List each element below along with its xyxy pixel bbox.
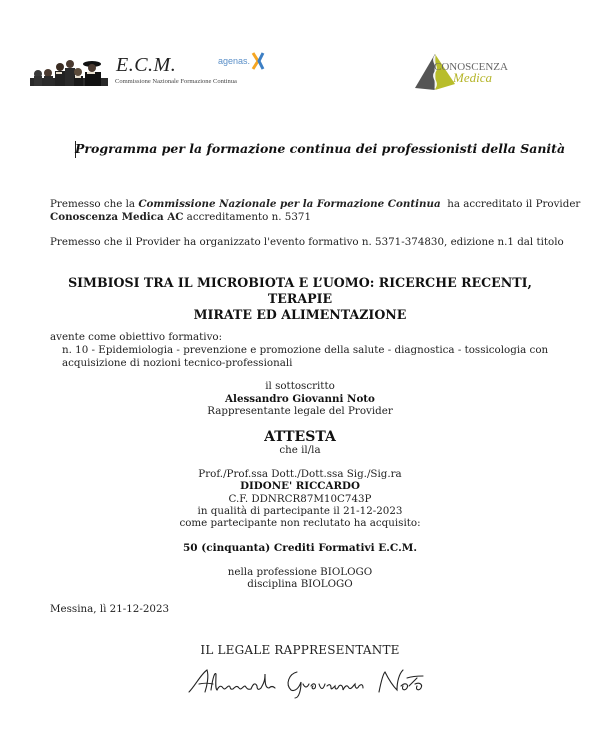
objective-line1: n. 10 - Epidemiologia - prevenzione e promozione della salute - diagnostica - tossicologia con bbox=[62, 344, 549, 356]
agenas-x-icon bbox=[251, 52, 265, 70]
ecm-logo-image bbox=[30, 58, 108, 86]
event-title-line2: MIRATE ED ALIMENTAZIONE bbox=[193, 307, 407, 322]
event-title bbox=[40, 275, 560, 323]
objective-text bbox=[62, 344, 548, 369]
accreditation-number: accreditamento n. 5371 bbox=[183, 210, 312, 223]
premise-accreditation bbox=[50, 198, 580, 223]
participant-fiscal-code: C.F. DDNRCR87M10C743P bbox=[228, 493, 372, 505]
provider-name: Conoscenza Medica AC bbox=[50, 210, 184, 223]
commission-name: Commissione Nazionale per la Formazione Continua bbox=[138, 198, 441, 210]
discipline: disciplina BIOLOGO bbox=[247, 578, 353, 590]
participant-titles: Prof./Prof.ssa Dott./Dott.ssa Sig./Sig.ra bbox=[198, 468, 402, 480]
participant-quality: in qualità di partecipante il 21-12-2023 bbox=[197, 505, 403, 517]
premise-mid: ha accreditato il Provider bbox=[440, 198, 581, 210]
place-date: Messina, lì 21-12-2023 bbox=[50, 603, 170, 615]
participant-name: DIDONE' RICCARDO bbox=[240, 480, 360, 492]
provider-logo-name: CONOSCENZA bbox=[434, 61, 508, 73]
signatory-role: Rappresentante legale del Provider bbox=[207, 405, 393, 417]
provider-logo-medica: Medica bbox=[453, 70, 492, 85]
credits-awarded: 50 (cinquanta) Crediti Formativi E.C.M. bbox=[182, 542, 417, 554]
premise-pre: Premesso che la bbox=[50, 198, 139, 210]
objective-line2: acquisizione di nozioni tecnico-professionali bbox=[62, 356, 293, 369]
program-title: Programma per la formazione continua dei professionisti della Sanità bbox=[75, 141, 566, 156]
agenas-logo-text: agenas. bbox=[218, 56, 251, 66]
objective-label: avente come obiettivo formativo: bbox=[50, 331, 223, 343]
signatory-intro: il sottoscritto bbox=[265, 380, 335, 392]
legal-representative-label: IL LEGALE RAPPRESENTANTE bbox=[200, 643, 400, 657]
profession: nella professione BIOLOGO bbox=[227, 566, 373, 578]
attesta-sub: che il/la bbox=[279, 444, 321, 456]
ecm-logo-subtitle: Commissione Nazionale Formazione Continua bbox=[115, 78, 237, 85]
attesta-heading: ATTESTA bbox=[264, 429, 336, 445]
premise-event: Premesso che il Provider ha organizzato l'evento formativo n. 5371-374830, edizione n.1 dal titolo bbox=[50, 236, 564, 248]
signatory-name: Alessandro Giovanni Noto bbox=[225, 393, 375, 405]
participant-status: come partecipante non reclutato ha acquisito: bbox=[179, 517, 421, 529]
ecm-logo-title: E.C.M. bbox=[116, 54, 177, 76]
handwritten-signature bbox=[185, 664, 425, 700]
event-title-line1: SIMBIOSI TRA IL MICROBIOTA E L’UOMO: RICERCHE RECENTI, TERAPIE bbox=[68, 275, 532, 306]
